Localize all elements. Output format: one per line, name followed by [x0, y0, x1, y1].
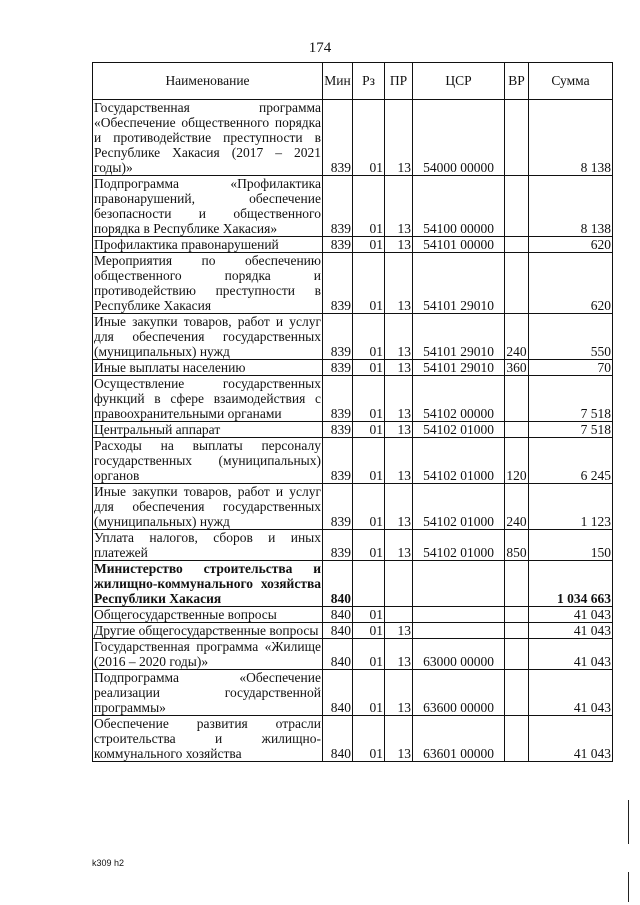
- cell-pr: 13: [385, 314, 413, 360]
- cell-pr: [385, 607, 413, 623]
- cell-sum: 8 138: [529, 176, 613, 237]
- cell-name: Уплата налогов, сборов и иных платежей: [94, 530, 321, 560]
- cell-vr: [505, 176, 529, 237]
- cell-vr: [505, 376, 529, 422]
- cell-min: 839: [323, 484, 353, 530]
- cell-min: 840: [323, 607, 353, 623]
- table-row: [93, 607, 613, 623]
- cell-rz: 01: [353, 607, 385, 623]
- table-row: [93, 422, 613, 438]
- cell-vr: [505, 623, 529, 639]
- cell-vr: 360: [506, 360, 527, 375]
- cell-sum: 550: [529, 314, 613, 360]
- cell-vr: [505, 561, 529, 607]
- cell-min: 839: [323, 438, 353, 484]
- cell-pr: 13: [385, 484, 413, 530]
- cell-pr: 13: [385, 623, 413, 639]
- cell-vr: [505, 237, 529, 253]
- table-row: [93, 253, 613, 314]
- cell-min: 839: [323, 253, 353, 314]
- cell-csr: [413, 561, 505, 607]
- cell-name: Общегосударственные вопросы: [93, 607, 323, 623]
- cell-rz: 01: [353, 176, 385, 237]
- cell-min: 839: [323, 422, 353, 438]
- cell-vr: 120: [505, 438, 529, 484]
- cell-name: Иные выплаты населению: [93, 360, 323, 376]
- cell-vr: [505, 253, 529, 314]
- cell-name: Государственная программа «Обеспечение общественного порядка и противодействие преступности в Республике Хакасия (2017 – 2021 годы)»: [94, 100, 321, 175]
- cell-rz: 01: [353, 100, 385, 176]
- cell-min: 839: [323, 530, 353, 561]
- header-min: Мин: [323, 63, 353, 100]
- cell-min: 839: [323, 376, 353, 422]
- cell-name: Министерство строительства и жилищно-коммунального хозяйства Республики Хакасия: [94, 561, 321, 606]
- cell-sum: 620: [529, 237, 613, 253]
- cell-sum: 7 518: [529, 422, 613, 438]
- cell-min: 839: [323, 100, 353, 176]
- header-pr: ПР: [385, 63, 413, 100]
- cell-vr: [505, 639, 529, 670]
- cell-vr: 850: [505, 530, 529, 561]
- cell-name: Подпрограмма «Профилактика правонарушений, обеспечение безопасности и общественного порядка в Республике Хакасия»: [94, 176, 321, 236]
- cell-sum: 41 043: [529, 607, 613, 623]
- cell-name: Расходы на выплаты персоналу государственных (муниципальных) органов: [94, 438, 321, 483]
- cell-name: Иные закупки товаров, работ и услуг для обеспечения государственных (муниципальных) нужд: [94, 314, 321, 359]
- cell-rz: 01: [353, 716, 385, 762]
- cell-name: Иные закупки товаров, работ и услуг для обеспечения государственных (муниципальных) нужд: [94, 484, 321, 529]
- cell-min: 840: [323, 716, 353, 762]
- cell-rz: [353, 561, 385, 607]
- cell-name: Другие общегосударственные вопросы: [93, 623, 323, 639]
- cell-pr: 13: [385, 422, 413, 438]
- cell-pr: 13: [385, 176, 413, 237]
- cell-sum: 7 518: [529, 376, 613, 422]
- cell-csr: 54100 00000: [413, 176, 505, 237]
- cell-sum: 8 138: [529, 100, 613, 176]
- cell-csr: 54101 29010: [413, 360, 505, 376]
- cell-pr: [385, 561, 413, 607]
- table-row: [93, 670, 613, 716]
- page-edge-mark: [628, 800, 629, 844]
- cell-sum: 41 043: [529, 670, 613, 716]
- cell-min: 840: [323, 561, 353, 607]
- cell-name: Мероприятия по обеспечению общественного порядка и противодействию преступности в Республике Хакасия: [94, 253, 321, 313]
- cell-csr: 54101 29010: [413, 253, 505, 314]
- header-rz: Рз: [353, 63, 385, 100]
- cell-csr: 54102 01000: [413, 530, 505, 561]
- cell-csr: 54102 00000: [413, 376, 505, 422]
- cell-rz: 01: [353, 376, 385, 422]
- cell-sum: 6 245: [529, 438, 613, 484]
- cell-rz: 01: [353, 670, 385, 716]
- cell-csr: 54000 00000: [413, 100, 505, 176]
- table-row: [93, 360, 613, 376]
- header-sum: Сумма: [529, 63, 613, 100]
- table-row: [93, 716, 613, 762]
- cell-csr: 54102 01000: [413, 484, 505, 530]
- cell-min: 840: [323, 670, 353, 716]
- cell-sum: 150: [529, 530, 613, 561]
- cell-pr: 13: [385, 360, 413, 376]
- cell-name: Обеспечение развития отрасли строительства и жилищно-коммунального хозяйства: [94, 716, 321, 761]
- table-row: [93, 376, 613, 422]
- cell-pr: 13: [385, 100, 413, 176]
- cell-vr: 240: [505, 484, 529, 530]
- cell-csr: [413, 607, 505, 623]
- cell-rz: 01: [353, 253, 385, 314]
- cell-rz: 01: [353, 422, 385, 438]
- cell-csr: [413, 623, 505, 639]
- cell-pr: 13: [385, 253, 413, 314]
- cell-rz: 01: [353, 360, 385, 376]
- cell-rz: 01: [353, 314, 385, 360]
- table-row: [93, 561, 613, 607]
- cell-min: 839: [323, 314, 353, 360]
- table-row: [93, 438, 613, 484]
- cell-pr: 13: [385, 237, 413, 253]
- cell-name: Подпрограмма «Обеспечение реализации государственной программы»: [94, 670, 321, 715]
- cell-rz: 01: [353, 438, 385, 484]
- cell-csr: 54102 01000: [413, 438, 505, 484]
- cell-pr: 13: [385, 376, 413, 422]
- header-vr: ВР: [505, 63, 529, 100]
- cell-sum: 41 043: [529, 623, 613, 639]
- header-csr: ЦСР: [413, 63, 505, 100]
- cell-pr: 13: [385, 438, 413, 484]
- cell-name: Осуществление государственных функций в сфере взаимодействия с правоохранительными органами: [94, 376, 321, 421]
- table-row: [93, 100, 613, 176]
- cell-csr: 63601 00000: [413, 716, 505, 762]
- cell-pr: 13: [385, 639, 413, 670]
- cell-sum: 41 043: [529, 716, 613, 762]
- cell-rz: 01: [353, 530, 385, 561]
- header-row: [93, 63, 613, 100]
- cell-csr: 63000 00000: [413, 639, 505, 670]
- cell-csr: 63600 00000: [413, 670, 505, 716]
- cell-name: Профилактика правонарушений: [93, 237, 323, 253]
- cell-csr: 54102 01000: [413, 422, 505, 438]
- cell-pr: 13: [385, 530, 413, 561]
- cell-sum: 41 043: [529, 639, 613, 670]
- cell-sum: 1 123: [529, 484, 613, 530]
- cell-vr: [505, 607, 529, 623]
- cell-sum: 70: [529, 360, 613, 376]
- cell-min: 840: [323, 623, 353, 639]
- table-row: [93, 623, 613, 639]
- cell-vr: [505, 100, 529, 176]
- cell-name: Центральный аппарат: [93, 422, 323, 438]
- cell-rz: 01: [353, 484, 385, 530]
- table-row: [93, 237, 613, 253]
- table-row: [93, 176, 613, 237]
- table-row: [93, 484, 613, 530]
- cell-rz: 01: [353, 639, 385, 670]
- cell-min: 840: [323, 639, 353, 670]
- cell-csr: 54101 29010: [413, 314, 505, 360]
- cell-csr: 54101 00000: [413, 237, 505, 253]
- cell-rz: 01: [353, 237, 385, 253]
- page-number: 174: [308, 40, 332, 56]
- cell-vr: [505, 422, 529, 438]
- table-row: [93, 530, 613, 561]
- cell-name: Государственная программа «Жилище (2016 – 2020 годы)»: [94, 639, 321, 669]
- header-name: Наименование: [93, 63, 323, 100]
- cell-rz: 01: [353, 623, 385, 639]
- cell-min: 839: [323, 360, 353, 376]
- page-edge-mark: [628, 872, 629, 902]
- cell-min: 839: [323, 237, 353, 253]
- cell-vr: [505, 716, 529, 762]
- cell-pr: 13: [385, 670, 413, 716]
- table-row: [93, 314, 613, 360]
- cell-min: 839: [323, 176, 353, 237]
- cell-pr: 13: [385, 716, 413, 762]
- footer-code: k309 h2: [92, 858, 125, 868]
- cell-sum: 620: [529, 253, 613, 314]
- budget-table: [92, 62, 613, 762]
- cell-vr: 240: [505, 314, 529, 360]
- cell-vr: [505, 670, 529, 716]
- table-row: [93, 639, 613, 670]
- cell-sum: 1 034 663: [529, 561, 613, 607]
